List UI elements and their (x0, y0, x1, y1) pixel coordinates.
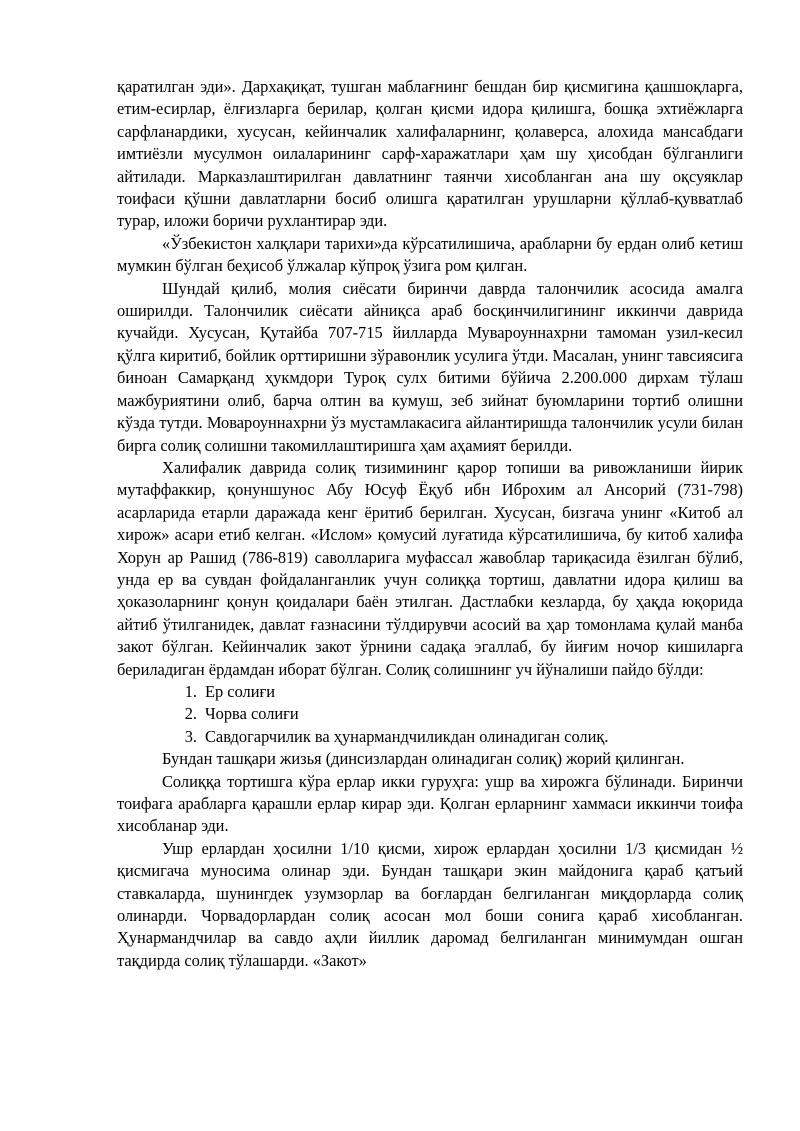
list-item (184, 681, 743, 703)
list-item-number: 1. (184, 681, 197, 701)
list-item (184, 703, 743, 725)
paragraph: Ушр ерлардан ҳосилни 1/10 қисми, хирож ерлардан ҳосилни 1/3 қисмидан ½ қисмигача муносима олинар эди. Бундан ташқари экин майдонига қараб қатъий ставкаларда, шунингдек узумзорлар ва боғлардан белгиланган миқдорларда солиқ олинарди. Чорвадорлардан солиқ асосан мол боши сонига қараб хисобланган. Ҳунармандчилар ва савдо аҳли йиллик даромад белгиланган минимумдан ошган тақдирда солиқ тўлашарди. «Закот» (117, 838, 743, 970)
paragraph: «Ўзбекистон халқлари тарихи»да кўрсатилишича, арабларни бу ердан олиб кетиш мумкин бўлган беҳисоб ўлжалар кўпроқ ўзига ром қилган. (117, 233, 743, 276)
paragraph: қаратилган эди». Дархақиқат, тушган маблағнинг бешдан бир қисмигина қашшоқларга, етим-есирлар, ёлғизларга берилар, қолган қисми идора қилишга, бошқа эхтиёжларга сарфланардики, хусусан, кейинчалик халифаларнинг, қолаверса, алохида мансабдаги имтиёзли мусулмон оилаларининг сарф-харажатлари ҳам шу ҳисобдан бўлганлиги айтилади. Марказлаштирилган давлатнинг таянчи хисобланган ана шу оқсуяклар тоифаси қўшни давлатларни босиб олишга қаратилган урушларни қўллаб-қувватлаб турар, иложи боричи рухлантирар эди. (117, 77, 743, 231)
paragraph: Халифалик даврида солиқ тизимининг қарор топиши ва ривожланиши йирик мутаффаккир, қонуншунос Абу Юсуф Ёқуб ибн Иброхим ал Ансорий (731-798) асарларида етарли даражада кенг ёритиб берилган. Хусусан, бизгача унинг «Китоб ал хирож» асари етиб келган. «Ислом» қомусий луғатида кўрсатилишича, бу китоб халифа Хорун ар Рашид (786-819) саволларига муфассал жавоблар тариқасида ёзилган бўлиб, унда ер ва сувдан фойдаланганлик учун солиққа тортиш, давлатни идора қилиш ва ҳоказоларнинг қонун қоидалари баён этилган. Дастлабки кезларда, бу ҳақда юқорида айтиб ўтилганидек, давлат ғазнасини тўлдирувчи асосий ва ҳар томонлама қулай манба закот бўлган. Кейинчалик закот ўрнини садақа эгаллаб, бу йиғим ночор кишиларга бериладиган ёрдамдан иборат бўлган. Солиқ солишнинг уч йўналиши пайдо бўлди: (117, 457, 743, 679)
list-item (184, 726, 743, 748)
list-item-text: Ер солиғи (205, 681, 276, 701)
list-item-text: Савдогарчилик ва ҳунармандчиликдан олинадиган солиқ. (205, 726, 609, 746)
paragraph: Солиққа тортишга кўра ерлар икки гуруҳга: ушр ва хирожга бўлинади. Биринчи тоифага арабларга қарашли ерлар кирар эди. Қолган ерларнинг хаммаси иккинчи тоифа хисобланар эди. (117, 771, 743, 836)
list-item-text: Чорва солиғи (205, 704, 299, 724)
paragraph: Бундан ташқари жизья (динсизлардан олинадиган солиқ) жорий қилинган. (162, 749, 685, 769)
paragraph: Шундай қилиб, молия сиёсати биринчи даврда талончилик асосида амалга оширилди. Талончилик сиёсати айниқса араб босқинчилигининг иккинчи даврида кучайди. Хусусан, Қутайба 707-715 йилларда Мувароуннахрни тамоман узил-кесил қўлга киритиб, бойлик орттиришни зўравонлик усулига ўтди. Масалан, унинг тавсиясига биноан Самарқанд ҳукмдори Туроқ сулх битими бўйича 2.200.000 дирхам тўлаш мажбуриятини олиб, барча олтин ва кумуш, зеб зийнат буюмларини тортиб олишни кўзда тутди. Мовароуннахрни ўз мустамлакасига айлантиришда талончилик усули билан бирга солиқ солишни такомиллаштиришга ҳам аҳамият берилди. (117, 278, 743, 455)
document-page (117, 76, 743, 972)
list-item-number: 2. (184, 704, 197, 724)
list-item-number: 3. (184, 726, 197, 746)
tax-directions-list (117, 681, 743, 748)
